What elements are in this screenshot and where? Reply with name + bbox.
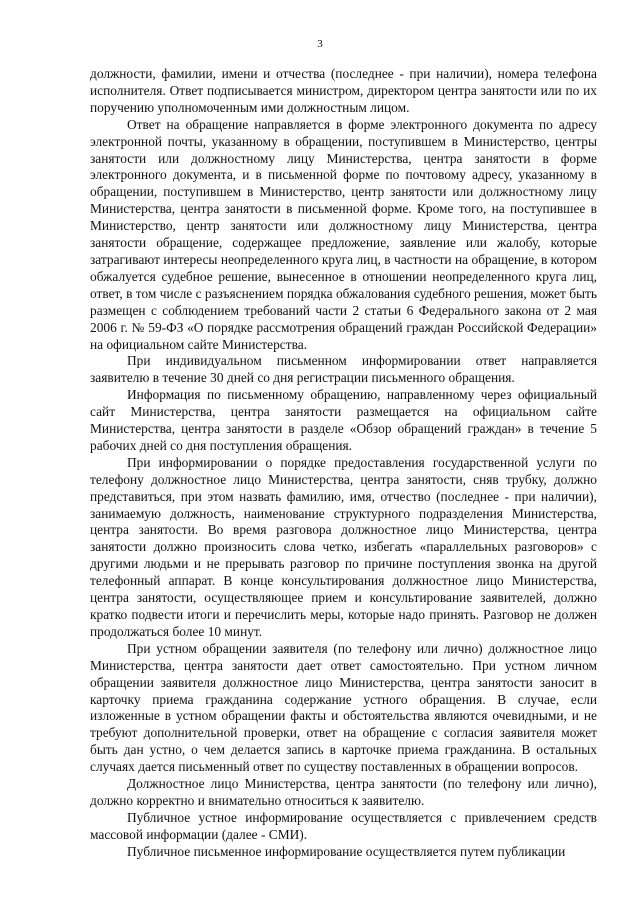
document-body [90, 66, 597, 861]
paragraph-8: Публичное устное информирование осуществляется с привлечением средств массовой информации (далее - СМИ). [90, 809, 597, 842]
paragraph-7: Должностное лицо Министерства, центра занятости (по телефону или лично), должно корректно и внимательно относиться к заявителю. [90, 776, 597, 808]
paragraph-9: Публичное письменное информирование осуществляется путем публикации [127, 843, 566, 859]
paragraph-2: Ответ на обращение направляется в форме электронного документа по адресу электронной почты, указанному в обращении, поступившем в Министерство, центры занятости или должностному лицу Министерства, центра занятости в форме электронного документа, и в письменной форме по почтовому адресу, указанному в обращении, поступившем в Министерство, центр занятости или должностному лицу Министерства, центра занятости в письменной форме. Кроме того, на поступившее в Министерство, центр занятости или должностному лицу Министерства, центра занятости обращение, содержащее предложение, заявление или жалобу, которые затрагивают интересы неопределенного круга лиц, в частности на обращение, в котором обжалуется судебное решение, вынесенное в отношении неопределенного круга лиц, ответ, в том числе с разъяснением порядка обжалования судебного решения, может быть размещен с соблюдением требований части 2 статьи 6 Федерального закона от 2 мая 2006 г. № 59-ФЗ «О порядке рассмотрения обращений граждан Российской Федерации» на официальном сайте Министерства. [90, 116, 597, 352]
paragraph-6: При устном обращении заявителя (по телефону или лично) должностное лицо Министерства, центра занятости дает ответ самостоятельно. При устном личном обращении заявителя должностное лицо Министерства, центра занятости заносит в карточку приема гражданина содержание устного обращения. В случае, если изложенные в устном обращении факты и обстоятельства являются очевидными, и не требуют дополнительной проверки, ответ на обращение с согласия заявителя может быть дан устно, о чем делается запись в карточке приема гражданина. В остальных случаях дается письменный ответ по существу поставленных в обращении вопросов. [90, 640, 597, 775]
paragraph-3: При индивидуальном письменном информировании ответ направляется заявителю в течение 30 дней со дня регистрации письменного обращения. [90, 353, 597, 386]
paragraph-4: Информация по письменному обращению, направленному через официальный сайт Министерства, центра занятости размещается на официальном сайте Министерства, центра занятости в разделе «Обзор обращений граждан» в течение 5 рабочих дней со дня поступления обращения. [90, 387, 597, 453]
paragraph-1: должности, фамилии, имени и отчества (последнее - при наличии), номера телефона исполнителя. Ответ подписывается министром, директором центра занятости или по их поручению уполномоченным ими должностным лицом. [90, 66, 597, 115]
paragraph-5: При информировании о порядке предоставления государственной услуги по телефону должностное лицо Министерства, центра занятости, сняв трубку, должно представиться, при этом назвать фамилию, имя, отчество (последнее - при наличии), занимаемую должность, наименование структурного подразделения Министерства, центра занятости. Во время разговора должностное лицо Министерства, центра занятости должно произносить слова четко, избегать «параллельных разговоров» с другими людьми и не прерывать разговор по причине поступления звонка на другой телефонный аппарат. В конце консультирования должностное лицо Министерства, центра занятости, осуществляющее прием и консультирование заявителей, должно кратко подвести итоги и перечислить меры, которые надо принять. Разговор не должен продолжаться более 10 минут. [90, 454, 597, 639]
page-number: 3 [317, 38, 323, 50]
